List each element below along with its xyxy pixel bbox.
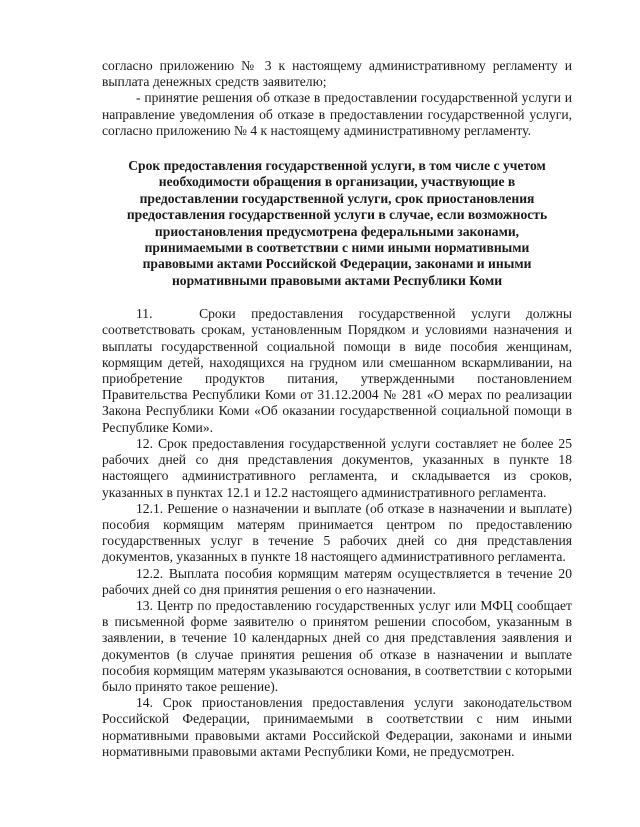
paragraph-13: 13. Центр по предоставлению государственных услуг или МФЦ сообщает в письменной форме заявителю о принятом решении способом, указанным в заявлении, в течение 10 календарных дней со дня представления заявления и документов (в случае принятия решения об отказе в назначении и выплате пособия кормящим матерям указываются основания, в соответствии с которыми было принято такое решение). — [102, 597, 572, 694]
paragraph-11: 11. Сроки предоставления государственной услуги должны соответствовать срокам, установленным Порядком и условиями назначения и выплаты государственной социальной помощи в виде пособия женщинам, кормящим детей, находящихся на грудном или смешанном вскармливании, на приобретение продуктов питания, утвержденными постановлением Правительства Республики Коми от 31.12.2004 № 281 «О мерах по реализации Закона Республики Коми «Об оказании государственной социальной помощи в Республике Коми». — [102, 306, 572, 435]
paragraph-12: 12. Срок предоставления государственной услуги составляет не более 25 рабочих дней со дня представления документов, указанных в пункте 18 настоящего административного регламента, и складывается из сроков, указанных в пунктах 12.1 и 12.2 настоящего административного регламента. — [102, 435, 572, 500]
document-body — [102, 58, 572, 760]
paragraph-12-1: 12.1. Решение о назначении и выплате (об отказе в назначении и выплате) пособия кормящим матерям принимается центром по предоставлению государственных услуг в течение 5 рабочих дней со дня представления документов, указанных в пункте 18 настоящего административного регламента. — [102, 500, 572, 565]
paragraph-refusal-decision: - принятие решения об отказе в предоставлении государственной услуги и направление уведомления об отказе в предоставлении государственной услуги, согласно приложению № 4 к настоящему административному регламенту. — [102, 90, 572, 138]
section-heading: Срок предоставления государственной услуги, в том числе с учетом необходимости обращения в организации, участвующие в предоставлении государственной услуги, срок приостановления предоставления государственной услуги в случае, если возможность приостановления предусмотрена федеральными законами, принимаемыми в соответствии с ними иными нормативными правовыми актами Российской Федерации, законами и иными нормативными правовыми актами Республики Коми — [126, 158, 548, 288]
paragraph-14: 14. Срок приостановления предоставления услуги законодательством Российской Федерации, принимаемыми в соответствии с ним иными нормативными правовыми актами Российской Федерации, законами и иными нормативными правовыми актами Республики Коми, не предусмотрен. — [102, 695, 572, 759]
paragraph-12-2: 12.2. Выплата пособия кормящим матерям осуществляется в течение 20 рабочих дней со дня принятия решения о его назначении. — [102, 565, 572, 597]
paragraph-continuation: согласно приложению № 3 к настоящему административному регламенту и выплата денежных средств заявителю; — [102, 58, 572, 90]
